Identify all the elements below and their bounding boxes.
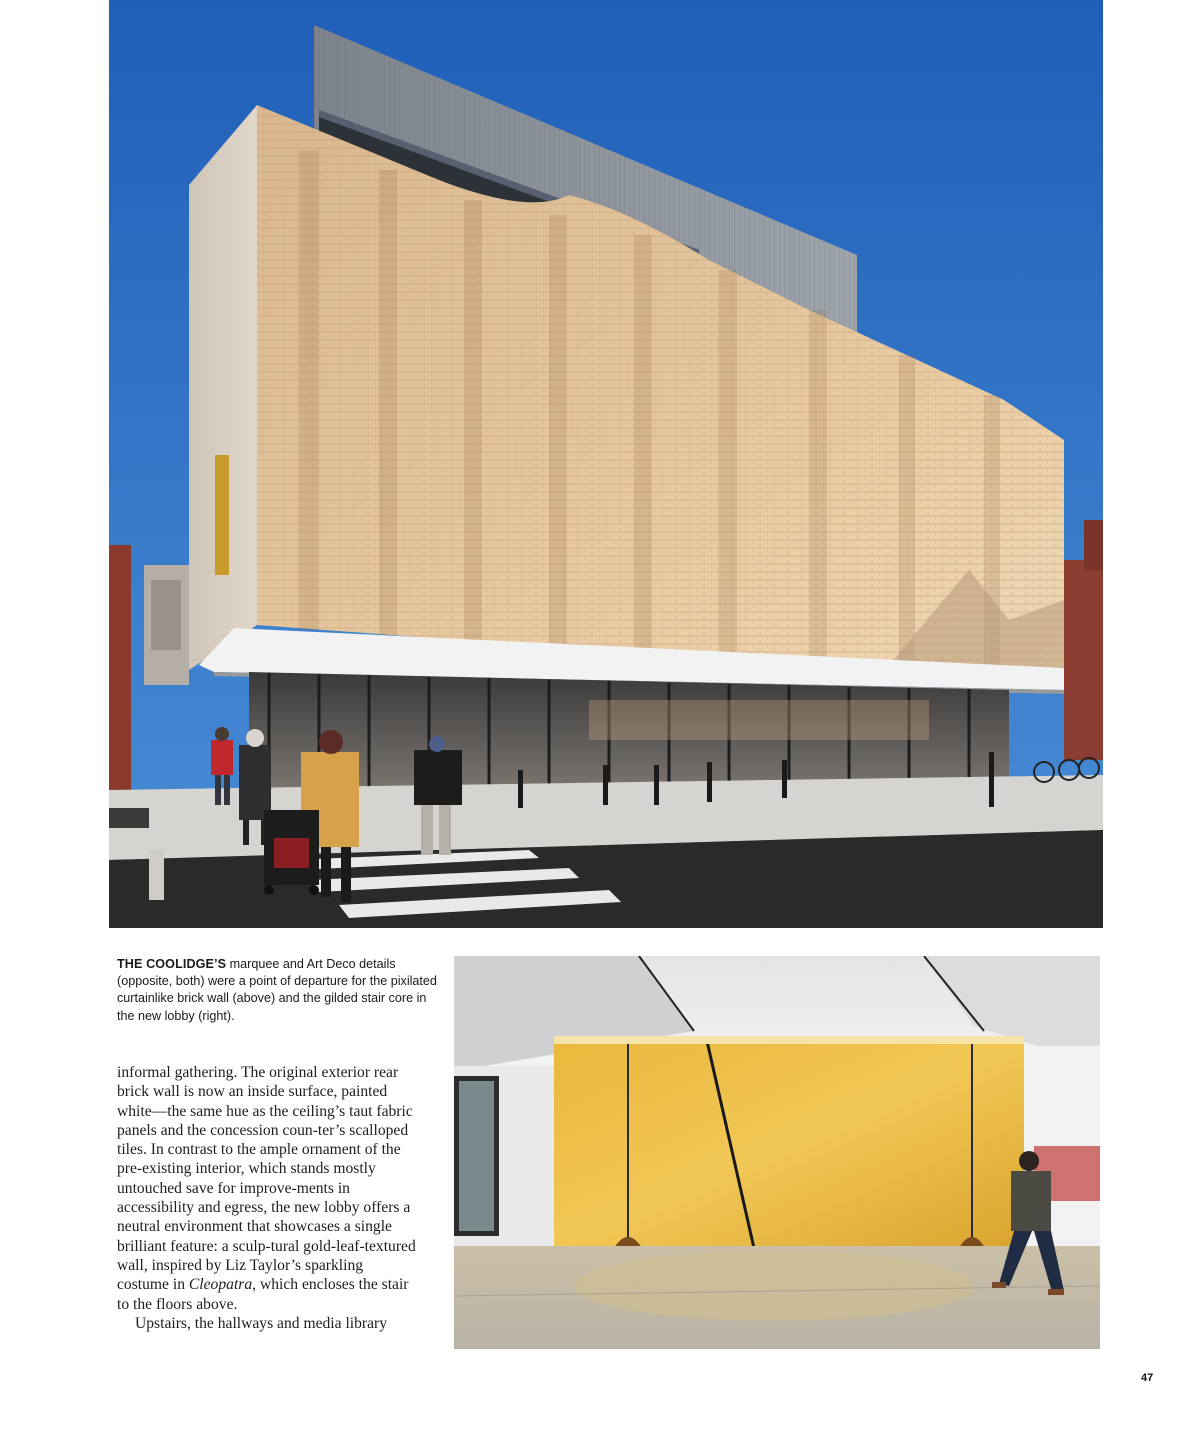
caption-text: marquee and Art Deco details (opposite, both) were a point of departure for the pixilated curtainlike brick wall (above) and the gilded stair core in the new lobby (right).	[117, 957, 437, 1023]
page-number: 47	[1141, 1372, 1154, 1384]
body-paragraph-1	[117, 1063, 417, 1314]
film-title: Cleopatra	[188, 1276, 253, 1294]
article-body	[117, 1063, 417, 1333]
body-paragraph-1-text-b: , which encloses the stair to the floors above.	[117, 1276, 409, 1313]
gold-lobby-wall-photo	[454, 956, 1100, 1349]
caption-lead: THE COOLIDGE’S	[117, 957, 227, 971]
building-exterior-photo	[109, 0, 1103, 928]
photo-caption	[117, 956, 437, 1025]
body-paragraph-1-text-a: informal gathering. The original exterior rear brick wall is now an inside surface, painted white—the same hue as the ceiling’s taut fabric panels and the concession coun-ter’s scalloped tiles. In contrast to the ample ornament of the pre-existing interior, which stands mostly untouched save for improve-ments in accessibility and egress, the new lobby offers a neutral environment that showcases a single brilliant feature: a sculp-tural gold-leaf-textured wall, inspired by Liz Taylor’s sparkling costume in	[117, 1064, 416, 1294]
body-paragraph-2: Upstairs, the hallways and media library	[135, 1314, 388, 1332]
